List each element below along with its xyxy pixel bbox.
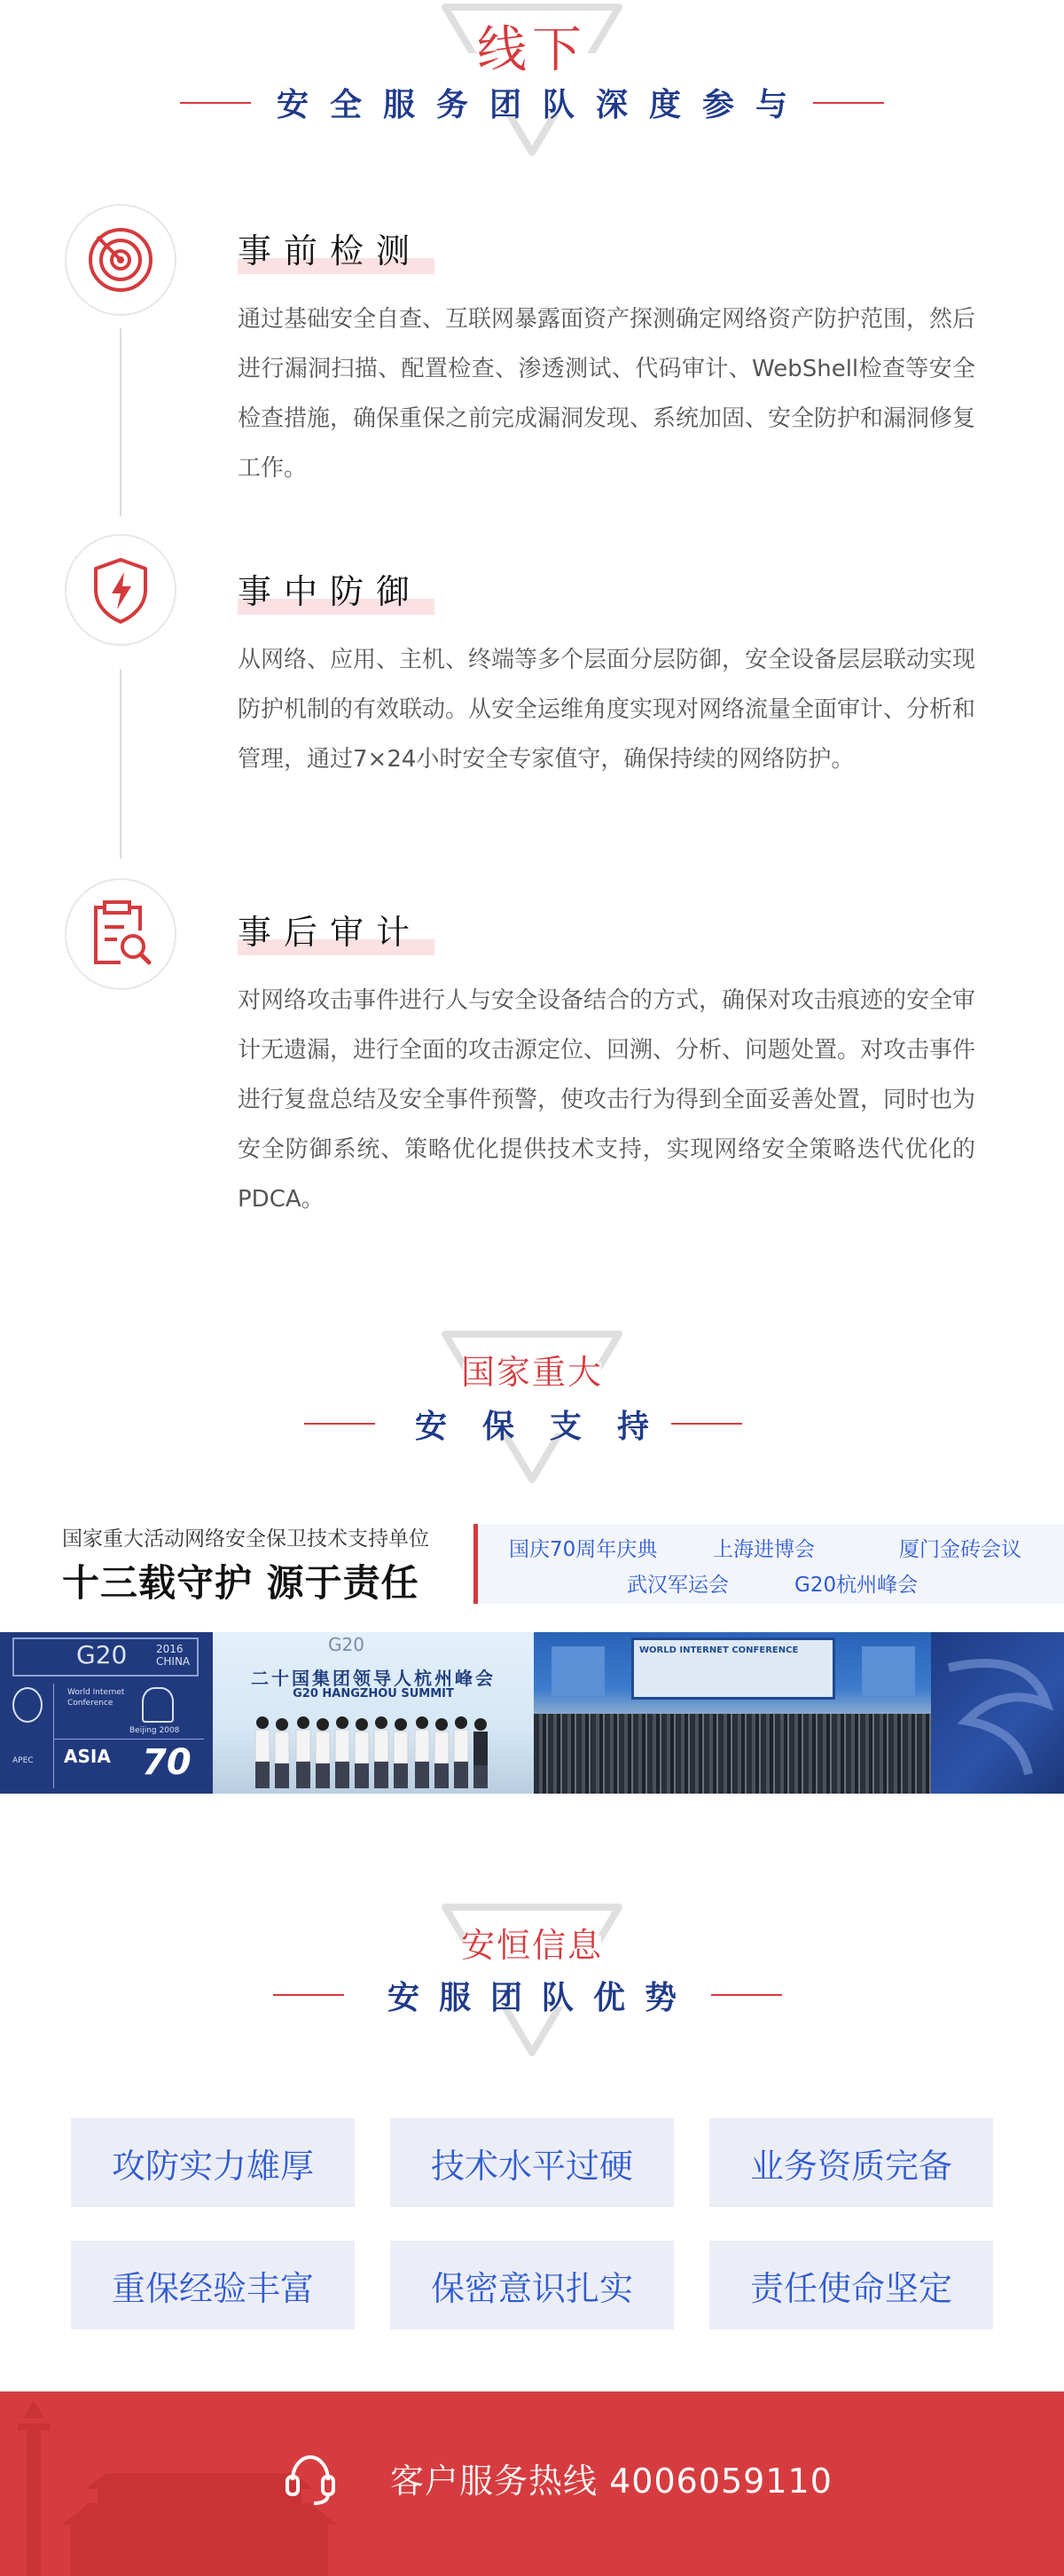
event-item: 武汉军运会 — [627, 1574, 729, 1597]
hotline-phone: 4006059110 — [609, 2462, 833, 2501]
event-item: 上海进博会 — [713, 1538, 815, 1561]
apec-logo-text: APEC — [12, 1756, 34, 1765]
shield-icon-circle — [65, 534, 176, 646]
wic-logo-text: World Internet Conference — [67, 1688, 125, 1708]
event-logos-photo — [0, 1632, 213, 1794]
hotline-label: 客户服务热线 — [390, 2462, 598, 2501]
event-item: 国庆70周年庆典 — [509, 1538, 658, 1561]
offline-sub-title: 安全服务团队深度参与 — [276, 87, 809, 123]
advantage-card[interactable]: 重保经验丰富 — [71, 2241, 355, 2329]
advantage-card[interactable]: 业务资质完备 — [709, 2118, 993, 2207]
g20-team-photo — [213, 1632, 534, 1794]
step-description: 通过基础安全自查、互联网暴露面资产探测确定网络资产防护范围，然后进行漏洞扫描、配置检查、渗透测试、代码审计、WebShell检查等安全检查措施，确保重保之前完成漏洞发现、系统加固、安全防护和漏洞修复工作。 — [238, 306, 976, 482]
asia-logo-text: ASIA — [64, 1746, 111, 1767]
abstract-logo-photo — [931, 1632, 1064, 1794]
shield-lightning-icon — [85, 554, 156, 625]
side-screen — [862, 1646, 915, 1696]
document-icon-circle — [65, 878, 176, 990]
g20-text: G20 — [76, 1640, 128, 1669]
radar-icon-circle — [65, 204, 176, 316]
summit-banner-cn: 二十国集团领导人杭州峰会 — [251, 1668, 496, 1689]
conference-hall-photo — [534, 1632, 931, 1794]
team-top-title: 安恒信息 — [460, 1926, 603, 1965]
beijing-logo-icon — [142, 1687, 174, 1723]
national-section-header — [0, 1327, 1064, 1487]
event-item: 厦门金砖会议 — [899, 1538, 1021, 1561]
g20-small-logo: G20 — [328, 1634, 364, 1655]
team-group-illustration — [213, 1705, 534, 1794]
event-photo-strip — [0, 1632, 1064, 1794]
step-title-wrap — [238, 905, 422, 954]
step-description: 对网络攻击事件进行人与安全设备结合的方式，确保对攻击痕迹的安全审计无遗漏，进行全面的攻击源定位、回溯、分析、问题处置。对攻击事件进行复盘总结及安全事件预警，使攻击行为得到全面妥善处置，同时也为安全防御系统、策略优化提供技术支持，实现网络安全策略迭代优化的PDCA。 — [238, 987, 976, 1213]
swoosh-decoration — [931, 1632, 1064, 1794]
stage-screen — [631, 1637, 835, 1700]
step-connector-line — [120, 328, 121, 516]
national-top-title: 国家重大 — [460, 1353, 603, 1392]
hotline-text[interactable] — [390, 2454, 833, 2502]
footer-hotline-bar — [0, 2391, 1064, 2576]
step-title: 事后审计 — [238, 913, 423, 952]
g20-year: 2016 — [156, 1643, 184, 1655]
advantage-card[interactable]: 技术水平过硬 — [390, 2118, 674, 2207]
team-sub-title: 安服团队优势 — [387, 1980, 696, 2016]
radar-icon — [85, 224, 156, 295]
step-title-wrap — [238, 224, 422, 272]
side-screen — [552, 1646, 605, 1696]
advantage-card[interactable]: 攻防实力雄厚 — [71, 2118, 355, 2207]
advantage-card[interactable]: 责任使命坚定 — [709, 2241, 993, 2329]
event-item: G20杭州峰会 — [794, 1574, 919, 1597]
events-panel — [473, 1524, 1064, 1604]
advantage-card[interactable]: 保密意识扎实 — [390, 2241, 674, 2329]
wic-logo-icon — [12, 1687, 43, 1723]
divider — [53, 1739, 204, 1740]
step-title-wrap — [238, 564, 422, 613]
divider — [53, 1684, 54, 1788]
step-description: 从网络、应用、主机、终端等多个层面分层防御，安全设备层层联动实现防护机制的有效联动。从安全运维角度实现对网络流量全面审计、分析和管理，通过7×24小时安全专家值守，确保持续的网络防护。 — [238, 647, 976, 773]
national-support-caption: 国家重大活动网络安全保卫技术支持单位 — [62, 1528, 429, 1551]
national-sub-title: 安保支持 — [414, 1409, 685, 1445]
summit-banner-en: G20 HANGZHOU SUMMIT — [293, 1687, 454, 1700]
headset-icon — [282, 2450, 339, 2507]
beijing-logo-text: Beijing 2008 — [129, 1726, 180, 1735]
team-section-header — [0, 1900, 1064, 2060]
document-search-icon — [85, 899, 156, 970]
offline-section-header — [0, 0, 1064, 160]
step-title: 事前检测 — [238, 232, 423, 271]
national-support-slogan: 十三载守护 源于责任 — [62, 1561, 419, 1605]
stage-screen-text: WORLD INTERNET CONFERENCE — [639, 1645, 799, 1655]
g20-country: CHINA — [156, 1655, 191, 1668]
audience-crowd — [534, 1714, 931, 1794]
seventy-logo-text: 70 — [142, 1742, 192, 1783]
step-title: 事中防御 — [238, 572, 423, 611]
step-connector-line — [120, 669, 121, 859]
offline-top-title: 线下 — [477, 21, 587, 79]
